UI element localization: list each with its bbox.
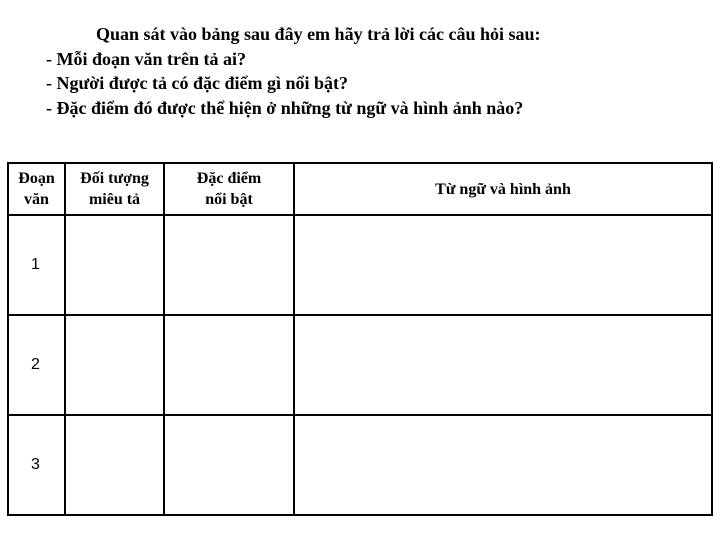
row-number-cell: 2 — [8, 315, 65, 415]
subject-cell[interactable] — [65, 415, 164, 515]
header-words-images-line1: Từ ngữ và hình ảnh — [435, 180, 571, 198]
analysis-table — [7, 162, 713, 516]
row-number-cell: 1 — [8, 215, 65, 315]
header-subject — [65, 163, 164, 215]
table-row — [8, 215, 712, 315]
intro-lead: Quan sát vào bảng sau đây em hãy trả lời các câu hỏi sau: — [96, 24, 541, 44]
header-subject-line2: miêu tả — [88, 191, 141, 208]
header-feature — [164, 163, 294, 215]
words-images-cell[interactable] — [294, 215, 712, 315]
feature-cell[interactable] — [164, 315, 294, 415]
header-feature-line2: nổi bật — [205, 191, 253, 208]
header-paragraph-line1: Đoạn — [18, 170, 55, 187]
subject-cell[interactable] — [65, 315, 164, 415]
header-feature-line1: Đặc điểm — [196, 170, 262, 187]
feature-cell[interactable] — [164, 415, 294, 515]
question-3: - Đặc điểm đó được thể hiện ở những từ ngữ và hình ảnh nào? — [46, 97, 524, 118]
question-2: - Người được tả có đặc điểm gì nổi bật? — [46, 73, 349, 93]
table-row — [8, 315, 712, 415]
header-paragraph-line2: văn — [24, 191, 49, 208]
table-header-row — [8, 163, 712, 215]
words-images-cell[interactable] — [294, 315, 712, 415]
row-number-cell: 3 — [8, 415, 65, 515]
table-row — [8, 415, 712, 515]
subject-cell[interactable] — [65, 215, 164, 315]
analysis-table-container — [7, 162, 713, 516]
feature-cell[interactable] — [164, 215, 294, 315]
words-images-cell[interactable] — [294, 415, 712, 515]
instructions — [0, 22, 720, 120]
question-1: - Mỗi đoạn văn trên tả ai? — [46, 48, 246, 69]
header-paragraph — [8, 163, 65, 215]
header-words-images — [294, 163, 712, 215]
header-subject-line1: Đối tượng — [80, 170, 149, 187]
